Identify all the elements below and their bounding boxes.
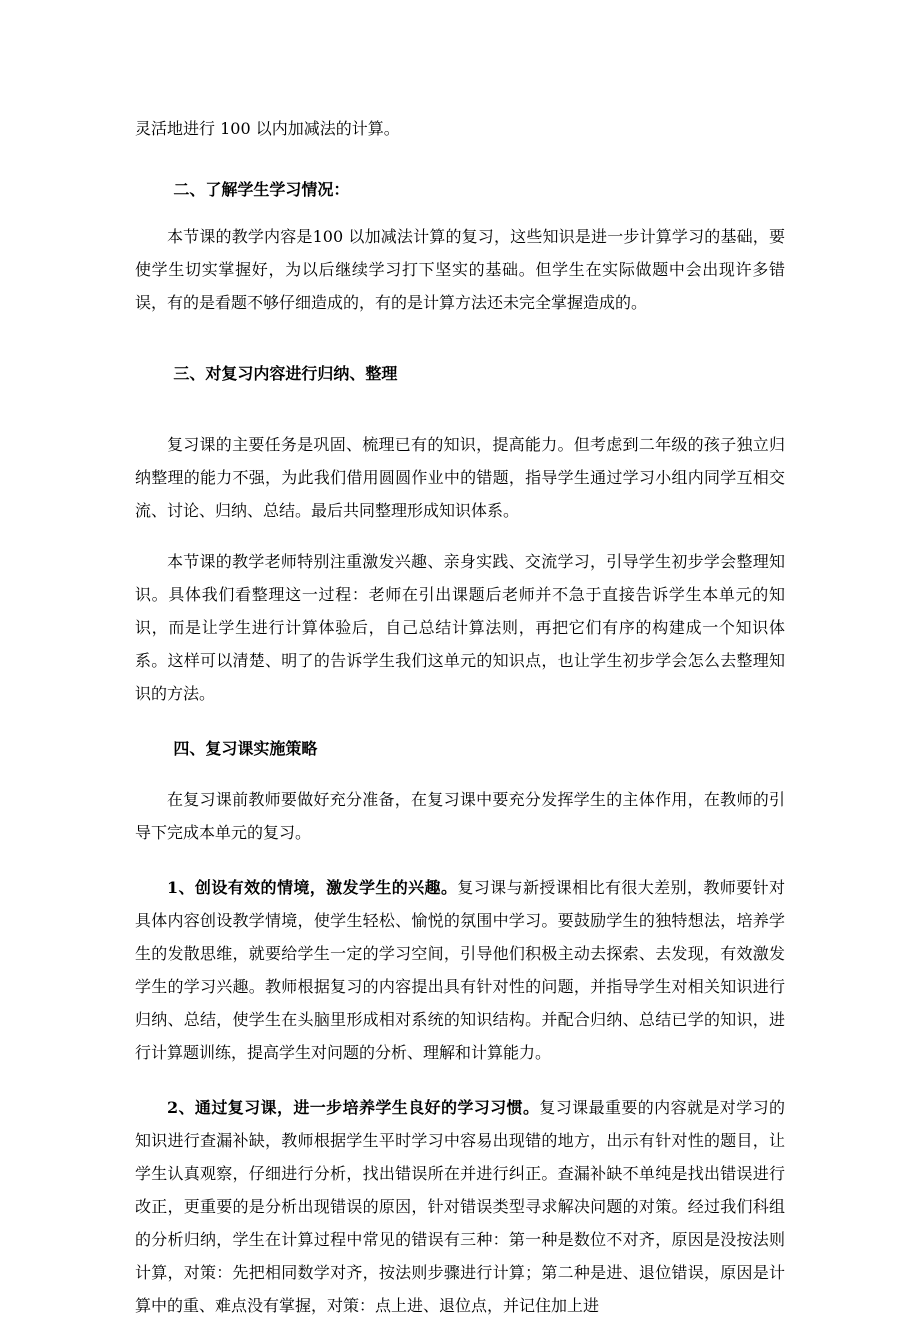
paragraph-strategy-2 — [135, 1091, 785, 1322]
section-heading-3: 三、对复习内容进行归纳、整理 — [173, 364, 398, 383]
paragraph-strategy-1 — [135, 871, 785, 1069]
section-heading-2: 二、了解学生学习情况： — [173, 180, 350, 199]
section-heading-4: 四、复习课实施策略 — [173, 739, 318, 758]
paragraph-strategy-intro: 在复习课前教师要做好充分准备，在复习课中要充分发挥学生的主体作用，在教师的引导下完成本单元的复习。 — [135, 790, 785, 842]
strategy-2-body: 复习课最重要的内容就是对学习的知识进行查漏补缺，教师根据学生平时学习中容易出现错的地方，出示有针对性的题目，让学生认真观察，仔细进行分析，找出错误所在并进行纠正。查漏补缺不单纯是找出错误进行改正，更重要的是分析出现错误的原因，针对错误类型寻求解决问题的对策。经过我们科组的分析归纳，学生在计算过程中常见的错误有三种：第一种是数位不对齐，原因是没按法则计算，对策：先把相同数学对齐，按法则步骤进行计算；第二种是进、退位错误，原因是计算中的重、难点没有掌握，对策：点上进、退位点，并记住加上进 — [135, 1098, 785, 1315]
paragraph-teaching-focus: 本节课的教学老师特别注重激发兴趣、亲身实践、交流学习，引导学生初步学会整理知识。具体我们看整理这一过程：老师在引出课题后老师并不急于直接告诉学生本单元的知识，而是让学生进行计算体验后，自己总结计算法则，再把它们有序的构建成一个知识体系。这样可以清楚、明了的告诉学生我们这单元的知识点，也让学生初步学会怎么去整理知识的方法。 — [135, 552, 785, 703]
strategy-2-lead: 2、通过复习课，进一步培养学生良好的学习习惯。 — [167, 1098, 540, 1117]
paragraph-student-situation: 本节课的教学内容是100 以加减法计算的复习，这些知识是进一步计算学习的基础，要使学生切实掌握好，为以后继续学习打下坚实的基础。但学生在实际做题中会出现许多错误，有的是看题不够仔细造成的，有的是计算方法还未完全掌握造成的。 — [135, 227, 785, 312]
paragraph-review-task: 复习课的主要任务是巩固、梳理已有的知识，提高能力。但考虑到二年级的孩子独立归纳整理的能力不强，为此我们借用圆圆作业中的错题，指导学生通过学习小组内同学互相交流、讨论、归纳、总结。最后共同整理形成知识体系。 — [135, 435, 785, 520]
strategy-1-lead: 1、创设有效的情境，激发学生的兴趣。 — [167, 878, 458, 897]
strategy-1-body: 复习课与新授课相比有很大差别，教师要针对具体内容创设教学情境，使学生轻松、愉悦的氛围中学习。要鼓励学生的独特想法，培养学生的发散思维，就要给学生一定的学习空间，引导他们积极主动去探索、去发现，有效激发学生的学习兴趣。教师根据复习的内容提出具有针对性的问题，并指导学生对相关知识进行归纳、总结，使学生在头脑里形成相对系统的知识结构。并配合归纳、总结已学的知识，进行计算题训练，提高学生对问题的分析、理解和计算能力。 — [135, 878, 785, 1062]
paragraph-continuation: 灵活地进行 100 以内加减法的计算。 — [135, 119, 400, 138]
document-body — [135, 112, 785, 1322]
